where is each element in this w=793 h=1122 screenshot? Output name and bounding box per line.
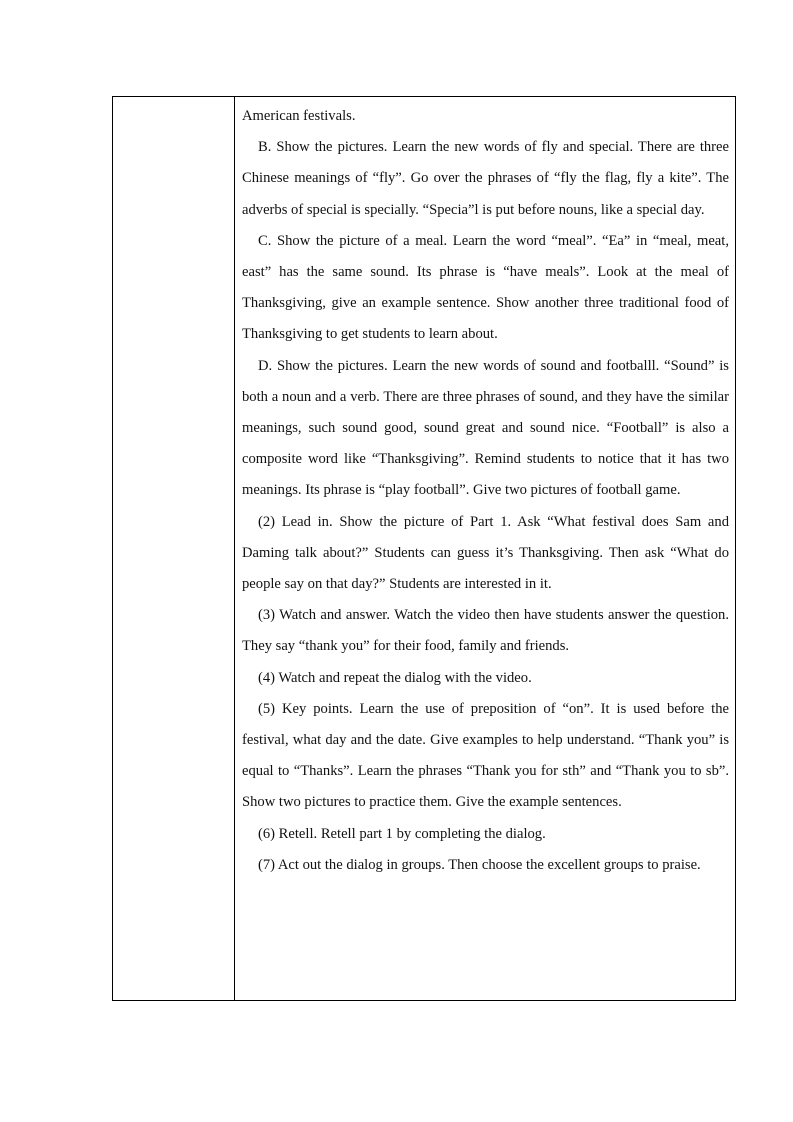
paragraph-lead-in: (2) Lead in. Show the picture of Part 1. Ask “What festival does Sam and Daming talk about?” Students can guess it’s Thanksgiving. Then ask “What do people say on that day?” Students are interested in it.	[242, 513, 729, 593]
paragraph-step-c: C. Show the picture of a meal. Learn the word “meal”. “Ea” in “meal, meat, east” has the same sound. Its phrase is “have meals”. Look at the meal of Thanksgiving, give an example sentence. Show another three traditional food of Thanksgiving to get students to learn about.	[242, 232, 729, 343]
paragraph-intro-end: American festivals.	[242, 108, 356, 124]
table-right-cell	[235, 97, 735, 1000]
paragraph-retell: (6) Retell. Retell part 1 by completing the dialog.	[258, 825, 546, 842]
paragraph-step-b: B. Show the pictures. Learn the new words of fly and special. There are three Chinese meanings of “fly”. Go over the phrases of “fly the flag, fly a kite”. The adverbs of special is specially. “Specia”l is put before nouns, like a special day.	[242, 139, 729, 218]
paragraph-key-points: (5) Key points. Learn the use of preposition of “on”. It is used before the festival, what day and the date. Give examples to help understand. “Thank you” is equal to “Thanks”. Learn the phrases “Thank you for sth” and “Thank you to sb”. Show two pictures to practice them. Give the example sentences.	[242, 700, 729, 811]
paragraph-watch-repeat: (4) Watch and repeat the dialog with the video.	[258, 669, 532, 686]
paragraph-act-out: (7) Act out the dialog in groups. Then choose the excellent groups to praise.	[258, 856, 701, 873]
paragraph-step-d: D. Show the pictures. Learn the new words of sound and footballl. “Sound” is both a noun and a verb. There are three phrases of sound, and they have the similar meanings, such sound good, sound great and sound nice. “Football” is also a composite word like “Thanksgiving”. Remind students to notice that it has two meanings. Its phrase is “play football”. Give two pictures of football game.	[242, 357, 729, 499]
lesson-table	[112, 96, 736, 1001]
paragraph-watch-answer: (3) Watch and answer. Watch the video then have students answer the question. They say “thank you” for their food, family and friends.	[242, 607, 729, 655]
table-left-cell	[113, 97, 235, 1000]
